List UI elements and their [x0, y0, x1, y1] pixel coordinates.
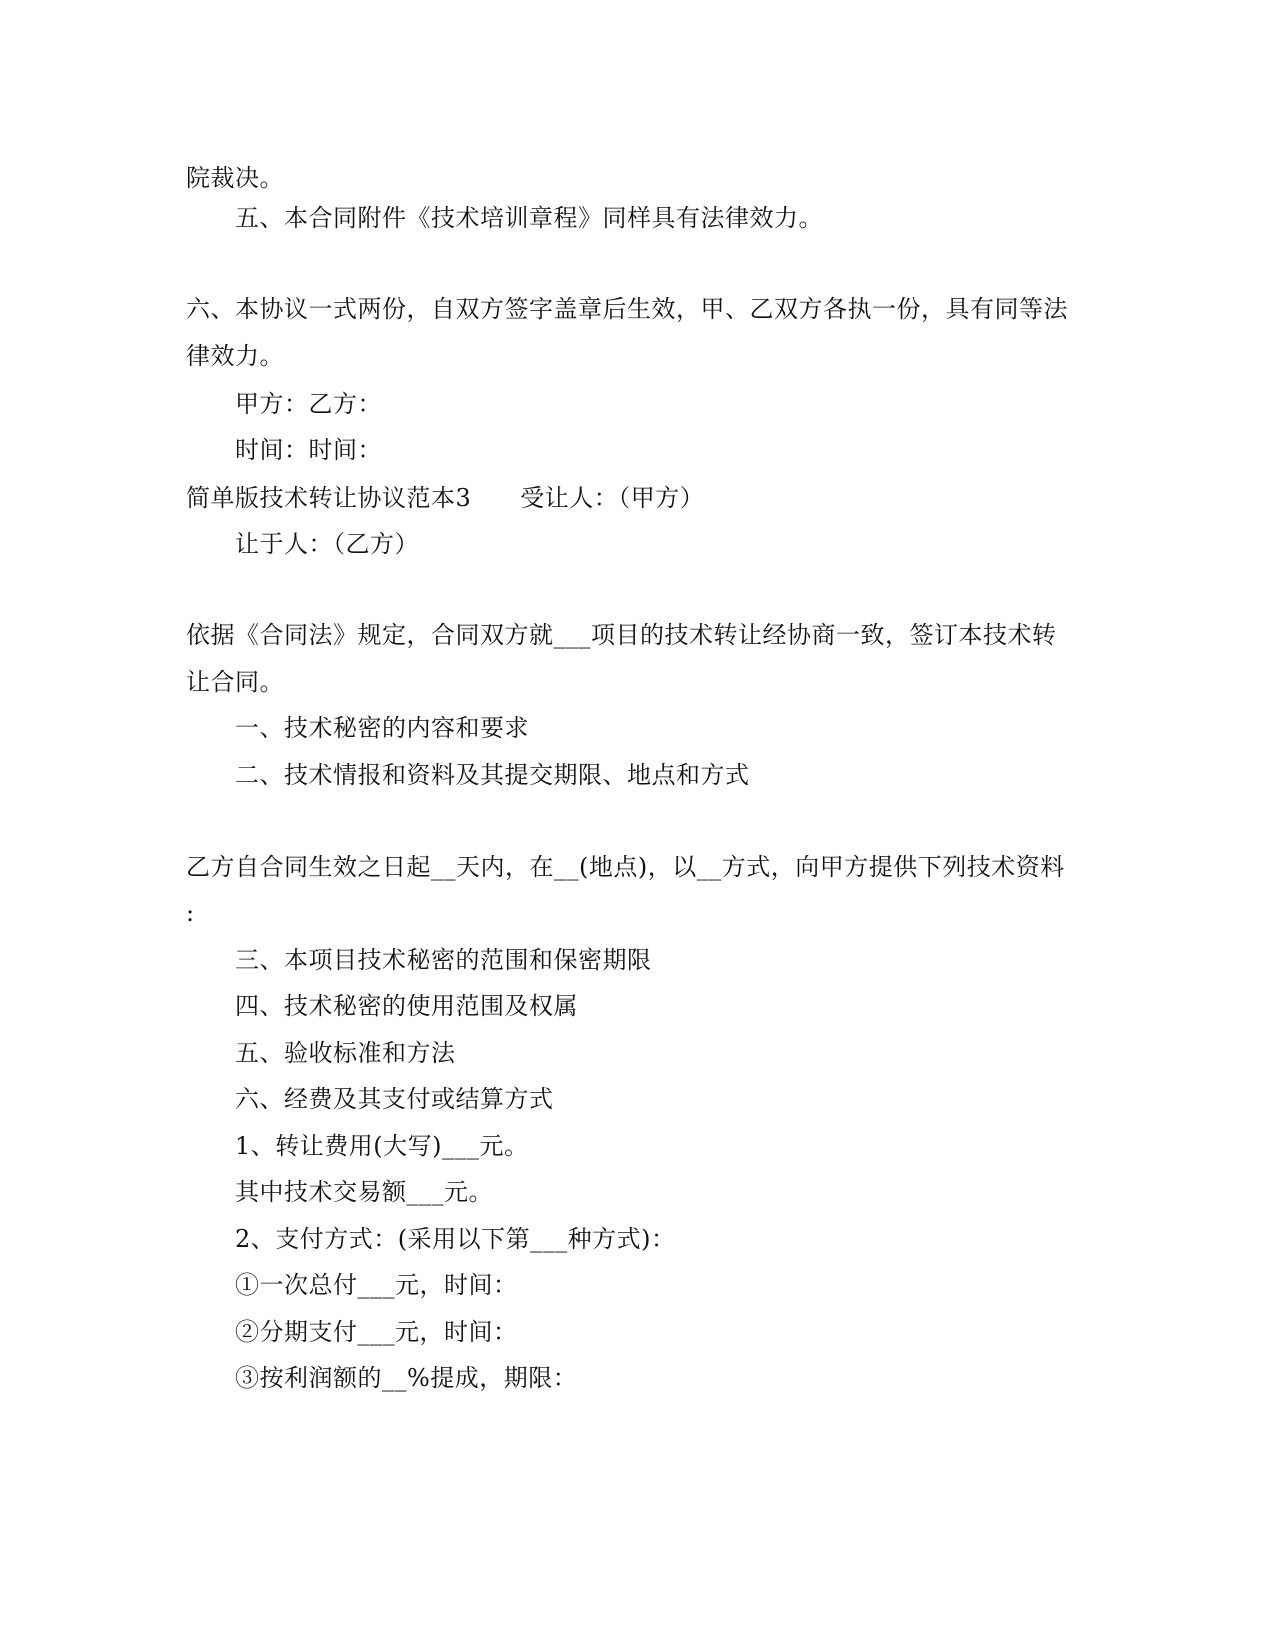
- signature-time: 时间：时间：: [235, 436, 382, 464]
- text-line: :: [186, 899, 195, 927]
- text-line: 院裁决。: [186, 164, 284, 192]
- text-line: 六、本协议一式两份，自双方签字盖章后生效，甲、乙双方各执一份，具有同等法: [186, 295, 1068, 323]
- clause-heading: 二、技术情报和资料及其提交期限、地点和方式: [235, 761, 750, 789]
- section-title: 简单版技术转让协议范本3 受让人：（甲方）: [186, 484, 705, 512]
- text-line: 2、支付方式：(采用以下第___种方式)：: [235, 1225, 676, 1253]
- clause-heading: 三、本项目技术秘密的范围和保密期限: [235, 946, 652, 974]
- signature-parties: 甲方：乙方：: [235, 390, 382, 418]
- text-line: 律效力。: [186, 342, 284, 370]
- text-line: 五、本合同附件《技术培训章程》同样具有法律效力。: [235, 204, 823, 232]
- payment-option: ①一次总付___元，时间：: [235, 1271, 518, 1299]
- text-line: 1、转让费用(大写)___元。: [235, 1132, 529, 1160]
- clause-heading: 五、验收标准和方法: [235, 1039, 456, 1067]
- clause-heading: 一、技术秘密的内容和要求: [235, 714, 529, 742]
- text-line: 乙方自合同生效之日起__天内，在__(地点)，以__方式，向甲方提供下列技术资料: [186, 853, 1065, 881]
- clause-heading: 四、技术秘密的使用范围及权属: [235, 992, 578, 1020]
- text-line: 其中技术交易额___元。: [235, 1178, 493, 1206]
- payment-option: ②分期支付___元，时间：: [235, 1318, 518, 1346]
- text-line: 让合同。: [186, 668, 284, 696]
- clause-heading: 六、经费及其支付或结算方式: [235, 1085, 554, 1113]
- text-line: 依据《合同法》规定，合同双方就___项目的技术转让经协商一致，签订本技术转: [186, 621, 1057, 649]
- payment-option: ③按利润额的__%提成，期限：: [235, 1364, 578, 1392]
- text-line: 让于人：（乙方）: [235, 530, 419, 558]
